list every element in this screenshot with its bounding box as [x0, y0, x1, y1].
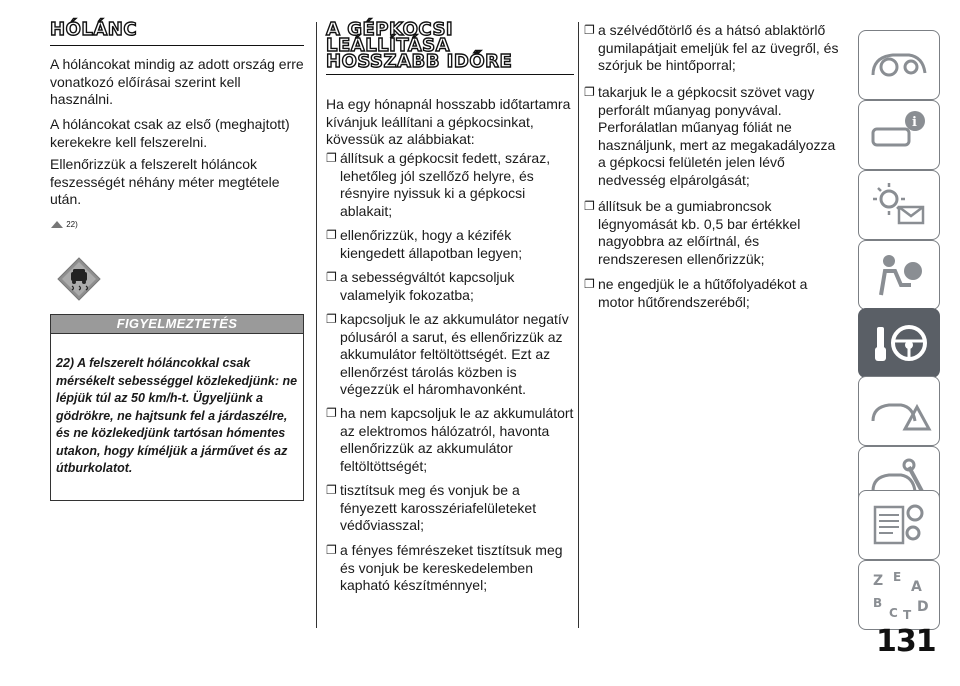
section-heading-storage	[326, 19, 574, 75]
section-heading-snow-chains: HÓLÁNC	[50, 20, 304, 46]
list-item-text: takarjuk le a gépkocsit szövet vagy perforált műanyag ponyvával. Perforálatlan műanyag fóliát ne használjunk, mert az megakadályozza a gépkocsi felületén jelen lévő nedvesség elpárolgását;	[598, 84, 836, 188]
list-item-text: kapcsoljuk le az akkumulátor negatív pólusáról a sarut, és ellenőrizzük az akkumulátor feltöltöttségét. Ezt az ellenőrzést tárolás közben is végezzük el háromhavonként.	[340, 311, 569, 397]
list-item-text: tisztítsuk meg és vonjuk be a fényezett karosszériafelületeket védőviasszal;	[340, 482, 537, 533]
svg-text:Z: Z	[873, 573, 884, 589]
alphabet-index-icon[interactable]	[858, 560, 940, 630]
list-item	[326, 150, 574, 220]
paragraph-chains-regulations: A hóláncokat mindig az adott ország erre vonatkozó előírásai szerint kell használni.	[50, 56, 304, 107]
warning-ref-number: 22)	[66, 220, 78, 229]
heading-line-2: LEÁLLÍTÁSA	[326, 35, 451, 56]
list-item	[584, 84, 842, 189]
list-item-text: állítsuk be a gumiabroncsok légnyomását kb. 0,5 bar értékkel nagyobbra az előírtnál, és rendszeresen ellenőrizzük;	[598, 198, 801, 267]
list-item	[326, 227, 574, 262]
car-info-icon[interactable]	[858, 100, 940, 170]
list-item-text: ne engedjük le a hűtőfolyadékot a motor hűtőrendszeréből;	[598, 276, 808, 310]
list-item	[584, 198, 842, 268]
heading-line-1: A GÉPKOCSI	[326, 19, 454, 40]
paragraph-storage-intro: Ha egy hónapnál hosszabb időtartamra kívánjuk leállítani a gépkocsinkat, kövessük az alábbiakat:	[326, 96, 571, 147]
list-item	[326, 405, 574, 475]
car-dashboard-icon[interactable]	[858, 30, 940, 100]
paragraph-chains-tension: Ellenőrizzük a felszerelt hóláncok feszességét néhány méter megtétele után.	[50, 156, 280, 207]
column-divider	[316, 22, 317, 628]
list-item	[584, 276, 842, 311]
svg-text:i: i	[912, 115, 917, 130]
heading-line-3: HOSSZABB IDŐRE	[326, 51, 513, 72]
column-divider	[578, 22, 579, 628]
checkbox-icon: ❐	[326, 228, 337, 242]
checkbox-icon: ❐	[326, 406, 337, 420]
key-steering-wheel-icon[interactable]	[858, 308, 940, 378]
warning-ref-icon	[50, 220, 64, 229]
list-item	[584, 22, 842, 75]
list-item-text: a sebességváltót kapcsoljuk valamelyik fokozatba;	[340, 269, 515, 303]
warning-lights-icon[interactable]	[858, 170, 940, 240]
checkbox-icon: ❐	[326, 483, 337, 497]
airbag-safety-icon[interactable]	[858, 240, 940, 310]
checkbox-icon: ❐	[584, 199, 595, 213]
warning-number: 22)	[56, 356, 75, 370]
warning-body: A felszerelt hóláncokkal csak mérsékelt sebességgel közlekedjünk: ne lépjük túl az 50 km/h-t. Ügyeljünk a gödrökre, ne hajtsunk fel a járdaszélre, és ne közlekedjünk tartósan hómentes utakon, hogy kíméljük a járművet és az útburkolatot.	[56, 356, 298, 475]
svg-text:B: B	[873, 596, 883, 610]
svg-text:T: T	[903, 608, 912, 622]
list-item	[326, 542, 574, 595]
warning-title-bar: FIGYELMEZTETÉS	[50, 314, 304, 334]
checkbox-icon: ❐	[584, 85, 595, 99]
paragraph-chains-front-wheels: A hóláncokat csak az első (meghajtott) kerekekre kell felszerelni.	[50, 116, 290, 150]
svg-text:D: D	[917, 599, 929, 615]
page-number: 131	[876, 624, 936, 659]
svg-text:A: A	[911, 579, 922, 595]
list-item	[326, 269, 574, 304]
list-item-text: állítsuk a gépkocsit fedett, száraz, lehetőleg jól szellőző helyre, és résnyire nyissuk ki a gépkocsi ablakait;	[340, 150, 551, 219]
checkbox-icon: ❐	[326, 543, 337, 557]
list-item-text: ha nem kapcsoljuk le az akkumulátort az elektromos hálózatról, havonta ellenőrizzük az akkumulátor feltöltöttségét;	[340, 405, 574, 474]
list-item	[326, 482, 574, 535]
car-warning-triangle-icon[interactable]	[858, 376, 940, 446]
svg-text:E: E	[893, 570, 902, 584]
checkbox-icon: ❐	[326, 151, 337, 165]
checkbox-icon: ❐	[584, 277, 595, 291]
list-item	[326, 311, 574, 399]
svg-text:C: C	[889, 606, 898, 620]
warning-reference	[50, 220, 78, 229]
checkbox-icon: ❐	[326, 270, 337, 284]
checkbox-icon: ❐	[326, 312, 337, 326]
list-item-text: ellenőrizzük, hogy a kézifék kiengedett állapotban legyen;	[340, 227, 523, 261]
list-item-text: a szélvédőtörlő és a hátsó ablaktörlő gumilapátjait emeljük fel az üvegről, és szórjuk be hintőporral;	[598, 22, 839, 73]
checkbox-icon: ❐	[584, 23, 595, 37]
warning-text	[56, 355, 302, 478]
specs-gear-icon[interactable]	[858, 490, 940, 560]
list-item-text: a fényes fémrészeket tisztítsuk meg és vonjuk be kereskedelemben kapható készítménnyel;	[340, 542, 563, 593]
slippery-road-icon	[56, 256, 102, 307]
